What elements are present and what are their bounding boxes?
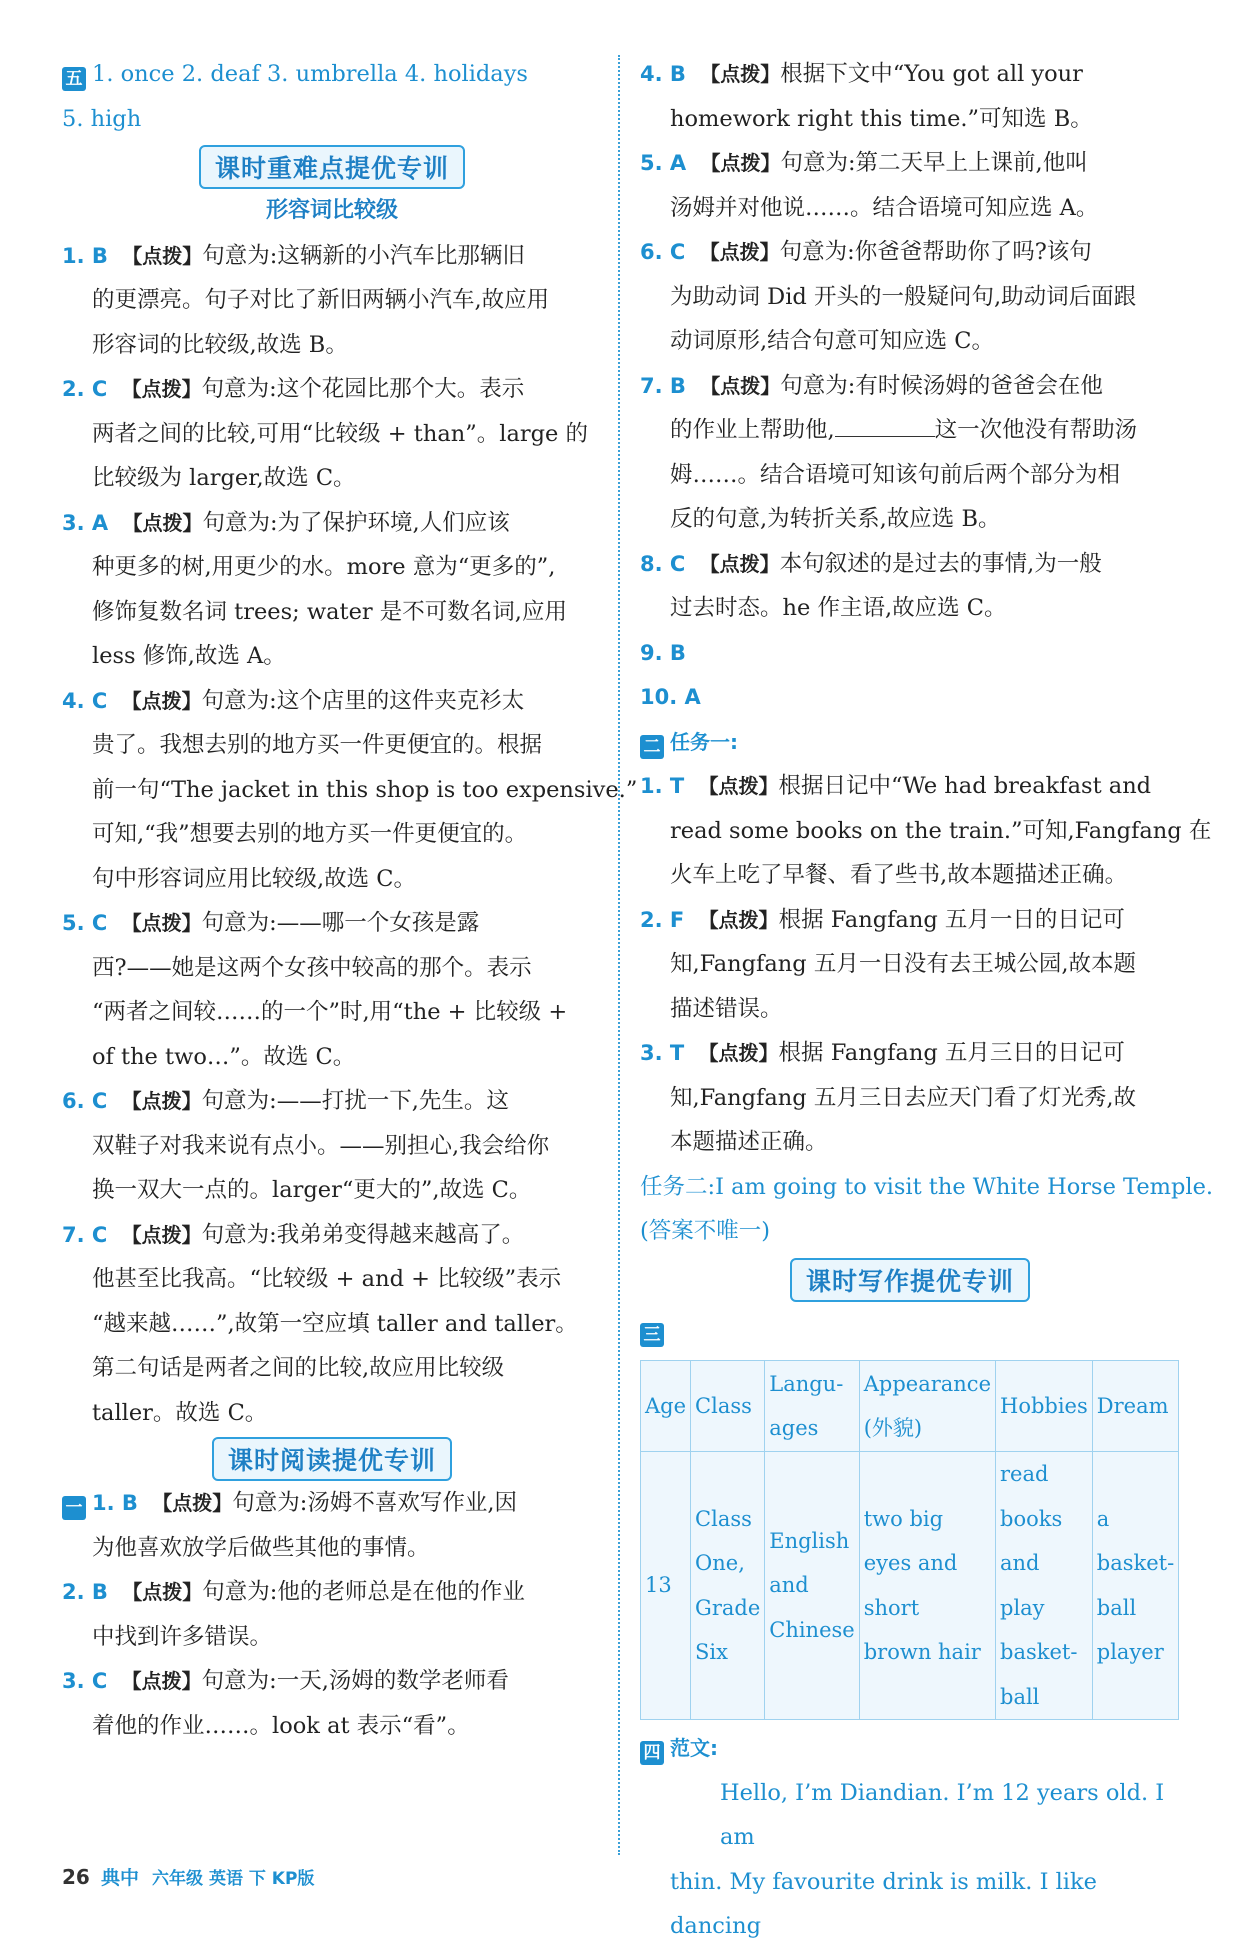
answer-line [640,675,1180,720]
hint-tag: 【点拨】 [122,243,203,268]
answer-continuation [62,456,602,501]
answer-text: 本句叙述的是过去的事情,为一般 [779,550,1102,577]
answer-line [62,367,602,412]
question-number: 2. F [640,907,685,932]
answer-continuation [62,1704,602,1749]
answer-text: 动词原形,结合句意可知应选 C。 [670,328,995,354]
hint-tag: 【点拨】 [121,377,202,401]
answer-text: 贵了。我想去别的地方买一件更便宜的。根据 [92,732,543,758]
answer-continuation [62,590,602,635]
answer-text: 为助动词 Did 开头的一般疑问句,助动词后面跟 [670,283,1137,310]
answer-continuation [640,809,1212,854]
answer-continuation [640,586,1180,631]
answer-continuation [640,1120,1180,1165]
answer-text: 着他的作业……。look at 表示“看”。 [92,1712,470,1739]
answer-continuation [640,97,1180,142]
brand-logo: 典中 [100,1867,139,1889]
subheading-1: 形容词比较级 [265,198,398,223]
answer-continuation [62,1346,602,1391]
answer-line [640,631,1180,676]
footer-subtitle: 六年级 英语 下 KP版 [152,1869,315,1889]
task2-line1: 任务二:I am going to visit the White Horse Temple. [640,1173,1214,1200]
answer-line [640,364,1180,409]
header-hobbies: Hobbies [996,1361,1093,1452]
question-number: 3. C [62,1669,108,1693]
hint-tag: 【点拨】 [698,1041,779,1065]
answer-continuation [62,1257,602,1302]
question-number: 3. A [62,510,109,535]
heading-3: 课时写作提优专训 [790,1258,1030,1302]
hint-tag: 【点拨】 [121,688,202,713]
question-number: 4. C [62,688,108,713]
answer-continuation [640,319,1180,364]
answer-line [640,542,1180,587]
answer-text: 为他喜欢放学后做些其他的事情。 [92,1534,430,1561]
answer-continuation [640,497,1180,542]
heading-1: 课时重难点提优专训 [199,145,465,189]
heading-box-3 [640,1258,1180,1302]
cell-dream: a basket-ball player [1092,1452,1178,1720]
answer-text: homework right this time.”可知选 B。 [670,105,1093,132]
answer-line [640,52,1180,97]
answer-continuation [62,545,602,590]
section-icon-4: 四 [640,1741,664,1765]
section5-line1: 1. once 2. deaf 3. umbrella 4. holidays [92,61,528,87]
answer-continuation [640,186,1180,231]
answer-text: 句意为:一天,汤姆的数学老师看 [201,1668,509,1694]
answer-text: read some books on the train.”可知,Fangfang 在 [670,817,1212,844]
answer-text: 句中形容词应用比较级,故选 C。 [92,865,417,892]
answer-text: 前一句“The jacket in this shop is too expensive.” [92,776,638,803]
answer-text: 句意为:——哪一个女孩是露 [201,910,480,936]
profile-table [640,1360,1179,1720]
answer-line [62,234,602,279]
cell-appearance: two big eyes and short brown hair [859,1452,995,1720]
answer-line [62,1659,602,1704]
table-row [641,1452,1179,1720]
left-answers-1 [62,234,638,1436]
section-icon-3: 三 [640,1323,664,1347]
answer-continuation [62,946,602,991]
fill-blank [835,412,935,437]
page-footer [62,1863,314,1890]
answer-line [62,679,602,724]
answer-continuation [640,853,1180,898]
question-number: 1. B [92,1491,138,1515]
answer-continuation [640,1076,1180,1121]
answer-text: 句意为:这个店里的这件夹克衫太 [201,687,525,714]
answer-text: 句意为:你爸爸帮助你了吗?该句 [779,239,1092,265]
answer-line [62,501,602,546]
question-number: 9. B [640,640,686,665]
question-number: 2. B [62,1580,108,1604]
answer-text: 西?——她是这两个女孩中较高的那个。表示 [92,954,532,981]
hint-tag: 【点拨】 [121,1222,202,1247]
answer-text: 知,Fangfang 五月一日没有去王城公园,故本题 [670,951,1136,977]
answer-continuation [62,278,602,323]
hint-tag: 【点拨】 [122,510,203,535]
answer-text: 根据 Fangfang 五月三日的日记可 [778,1040,1125,1066]
hint-tag: 【点拨】 [122,1580,203,1604]
answer-text: 比较级为 larger,故选 C。 [92,465,356,491]
answer-text: 根据日记中“We had breakfast and [778,773,1152,799]
section-icon-5: 五 [62,67,86,91]
answer-continuation [62,1526,602,1571]
answer-continuation [62,412,602,457]
answer-text: 火车上吃了早餐、看了些书,故本题描述正确。 [670,862,1128,888]
left-answers-2 [62,1481,602,1748]
sample-text: 范文: [670,1736,718,1760]
answer-text: 知,Fangfang 五月三日去应天门看了灯光秀,故 [670,1084,1136,1111]
question-number: 7. B [640,373,686,398]
answer-text: 中找到许多错误。 [92,1623,273,1650]
hint-tag: 【点拨】 [121,1669,202,1693]
answer-continuation [640,275,1180,320]
right-answers-3 [640,764,1212,1165]
hint-tag: 【点拨】 [700,373,781,398]
question-number: 3. T [640,1041,685,1065]
answer-line [62,1213,602,1258]
answer-text: 双鞋子对我来说有点小。——别担心,我会给你 [92,1132,550,1159]
answer-text: “两者之间较……的一个”时,用“the + 比较级 + [92,999,568,1025]
heading-box-1 [62,145,602,189]
section-icon-2: 二 [640,735,664,759]
hint-tag: 【点拨】 [121,911,202,935]
hint-tag: 【点拨】 [699,551,780,576]
answer-text: “越来越……”,故第一空应填 taller and taller。 [92,1310,578,1337]
answer-line [62,901,602,946]
right-column [640,52,1214,1949]
hint-tag: 【点拨】 [152,1491,233,1515]
answer-continuation [62,1302,602,1347]
cell-languages: English and Chinese [765,1452,859,1720]
hint-tag: 【点拨】 [700,62,781,86]
header-languages: Langu-ages [765,1361,859,1452]
answer-line [640,141,1180,186]
answer-text: 汤姆并对他说……。结合语境可知应选 A。 [670,194,1099,221]
answer-continuation [62,634,602,679]
question-number: 2. C [62,377,108,401]
essay-line2: thin. My favourite drink is milk. I like dancing [670,1868,1097,1939]
answer-text: 句意为:为了保护环境,人们应该 [202,509,510,536]
cell-class: Class One, Grade Six [691,1452,765,1720]
question-number: 1. B [62,243,108,268]
answer-continuation [62,1124,602,1169]
answer-continuation [62,1035,602,1080]
question-number: 4. B [640,62,686,86]
table-header-row [641,1361,1179,1452]
answer-text: 种更多的树,用更少的水。more 意为“更多的”, [92,554,556,580]
answer-continuation [62,1615,602,1660]
section5-line2: 5. high [62,105,142,132]
answer-text: 本题描述正确。 [670,1129,828,1155]
hint-tag: 【点拨】 [698,774,779,798]
answer-continuation [640,987,1180,1032]
answer-text: 反的句意,为转折关系,故应选 B。 [670,506,1001,532]
task1-label [640,720,1180,765]
answer-text: 的更漂亮。句子对比了新旧两辆小汽车,故应用 [92,287,550,313]
left-column [62,52,638,1748]
answer-text: 句意为:这辆新的小汽车比那辆旧 [202,242,525,269]
header-appearance: Appearance (外貌) [859,1361,995,1452]
question-number: 6. C [62,1089,108,1113]
answer-text: 根据 Fangfang 五月一日的日记可 [778,906,1125,933]
header-age: Age [641,1361,691,1452]
cell-hobbies: read books and play basket-ball [996,1452,1093,1720]
question-number: 8. C [640,551,686,576]
q7-blank-line [640,408,1180,453]
q7-post-text: 这一次他没有帮助汤 [934,417,1138,443]
answer-text: less 修饰,故选 A。 [92,643,286,669]
answer-text: 可知,“我”想要去别的地方买一件更便宜的。 [92,821,528,847]
answer-text: 两者之间的比较,可用“比较级 + than”。large 的 [92,420,588,447]
header-class: Class [691,1361,765,1452]
task2-line2: (答案不唯一) [640,1218,771,1244]
answer-continuation [62,1168,602,1213]
answer-continuation [640,942,1180,987]
answer-continuation [62,812,602,857]
sample-label [640,1726,1180,1771]
hint-tag: 【点拨】 [698,907,779,932]
answer-line [640,1031,1180,1076]
answer-text: 姆……。结合语境可知该句前后两个部分为相 [670,461,1121,488]
cell-age: 13 [641,1452,691,1720]
answer-continuation [62,990,602,1035]
answer-text: 句意为:——打扰一下,先生。这 [201,1088,509,1114]
q7-pre-text: 的作业上帮助他, [670,417,835,443]
answer-line [62,1079,602,1124]
task1-text: 任务一: [670,729,738,754]
answer-text: taller。故选 C。 [92,1399,268,1426]
answer-line [62,1570,602,1615]
answer-text: 换一双大一点的。larger“更大的”,故选 C。 [92,1177,532,1203]
answer-continuation [62,1391,602,1436]
question-number: 1. T [640,774,685,798]
answer-text: 第二句话是两者之间的比较,故应用比较级 [92,1355,505,1381]
answer-continuation [62,857,602,902]
hint-tag: 【点拨】 [700,151,781,175]
answer-line [640,898,1180,943]
section3-label [640,1308,1180,1353]
answer-text: 句意为:我弟弟变得越来越高了。 [201,1221,525,1248]
column-divider [618,55,620,1855]
question-number: 5. A [640,151,687,175]
hint-tag: 【点拨】 [699,240,780,264]
answer-line [640,764,1180,809]
answer-continuation [62,323,602,368]
question-number: 6. C [640,240,686,264]
answer-text: 他甚至比我高。“比较级 + and + 比较级”表示 [92,1266,562,1292]
answer-continuation [62,723,602,768]
right-answers-1 [640,52,1180,408]
answer-line [62,1481,602,1526]
essay-line1: Hello, I’m Diandian. I’m 12 years old. I am [720,1779,1165,1850]
hint-tag: 【点拨】 [121,1089,202,1113]
answer-text: 描述错误。 [670,995,783,1022]
heading-2: 课时阅读提优专训 [212,1437,452,1481]
header-dream: Dream [1092,1361,1178,1452]
answer-text: 句意为:有时候汤姆的爸爸会在他 [780,372,1103,399]
page-number: 26 [62,1865,90,1889]
answer-text: 形容词的比较级,故选 B。 [92,331,348,358]
question-number: 5. C [62,911,108,935]
right-answers-2 [640,453,1180,720]
answer-line [640,230,1180,275]
answer-text: of the two…”。故选 C。 [92,1043,356,1070]
answer-continuation [640,453,1180,498]
section-icon-1: 一 [62,1496,86,1520]
section5-answers [62,52,602,97]
answer-continuation [62,768,638,813]
heading-box-2 [62,1437,602,1481]
answer-text: 过去时态。he 作主语,故应选 C。 [670,595,1007,621]
question-number: 7. C [62,1222,108,1247]
answer-text: 句意为:这个花园比那个大。表示 [201,376,525,402]
answer-text: 修饰复数名词 trees; water 是不可数名词,应用 [92,598,567,625]
question-number: 10. A [640,685,701,709]
answer-text: 根据下文中“You got all your [780,61,1083,87]
answer-text: 句意为:汤姆不喜欢写作业,因 [232,1490,517,1516]
answer-text: 句意为:他的老师总是在他的作业 [202,1579,525,1605]
answer-text: 句意为:第二天早上上课前,他叫 [780,150,1088,176]
